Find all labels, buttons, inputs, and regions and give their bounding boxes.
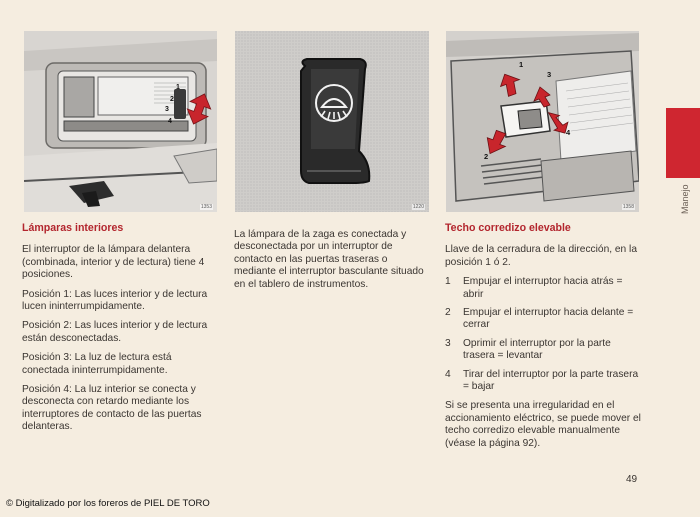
figure-number: 1220 [412, 204, 424, 210]
paragraph: Posición 3: La luz de lectura está conectada ininterrumpidamente. [22, 352, 172, 376]
callout-4: 4 [566, 128, 571, 137]
figure-sunroof-switch [446, 31, 639, 212]
column-rear-lamp [234, 229, 430, 298]
callout-2: 2 [484, 152, 489, 161]
list-item: 3 Oprimir el interruptor por la parte trasera = levantar [445, 337, 611, 362]
footer-credit: © Digitalizado por los foreros de PIEL DE TORO [6, 498, 210, 509]
rocker-switch-illustration [235, 31, 429, 212]
paragraph: La lámpara de la zaga es conectada y desconectada por un interruptor de contacto en las puertas traseras o mediante el interruptor basculante situado en el tablero de instrumentos. [234, 229, 424, 290]
section-tab [666, 108, 700, 178]
figure-number: 1353 [200, 204, 212, 210]
list-item: 1 Empujar el interruptor hacia atrás = abrir [445, 276, 623, 300]
list-item: 4 Tirar del interruptor por la parte trasera = bajar [445, 368, 639, 393]
section-heading: Techo corredizo elevable [445, 222, 571, 234]
callout-3: 3 [547, 70, 552, 79]
section-heading: Lámparas interiores [22, 222, 124, 234]
note-paragraph: Si se presenta una irregularidad en el accionamiento eléctrico, se puede mover el techo corredizo elevable manualmente (véase la página 92). [445, 400, 641, 449]
figure-number: 1358 [622, 204, 634, 210]
steps-list [445, 276, 641, 393]
callout-1: 1 [176, 84, 180, 91]
intro-paragraph: Llave de la cerradura de la dirección, en la posición 1 ó 2. [445, 244, 637, 268]
callout-1: 1 [519, 60, 524, 69]
interior-lamp-illustration [24, 31, 217, 212]
figure-interior-lamp [24, 31, 217, 212]
column-interior-lamps [22, 222, 214, 441]
paragraph: Posición 2: Las luces interior y de lectura están desconectadas. [22, 320, 208, 344]
paragraph: El interruptor de la lámpara delantera (combinada, interior y de lectura) tiene 4 posiciones. [22, 244, 205, 281]
figure-rocker-switch [235, 31, 429, 212]
callout-4: 4 [168, 118, 172, 125]
paragraph: Posición 4: La luz interior se conecta y desconecta con retardo mediante los interruptores de contacto de las puertas delanteras. [22, 384, 202, 433]
paragraph: Posición 1: Las luces interior y de lectura lucen ininterrumpidamente. [22, 288, 208, 313]
sunroof-switch-illustration [446, 31, 639, 212]
callout-3: 3 [165, 106, 169, 113]
callout-2: 2 [170, 96, 174, 103]
section-tab-label: Manejo [680, 184, 690, 214]
list-item: 2 Empujar el interruptor hacia delante = cerrar [445, 307, 634, 331]
column-sunroof [445, 222, 641, 457]
page-number: 49 [626, 474, 638, 485]
